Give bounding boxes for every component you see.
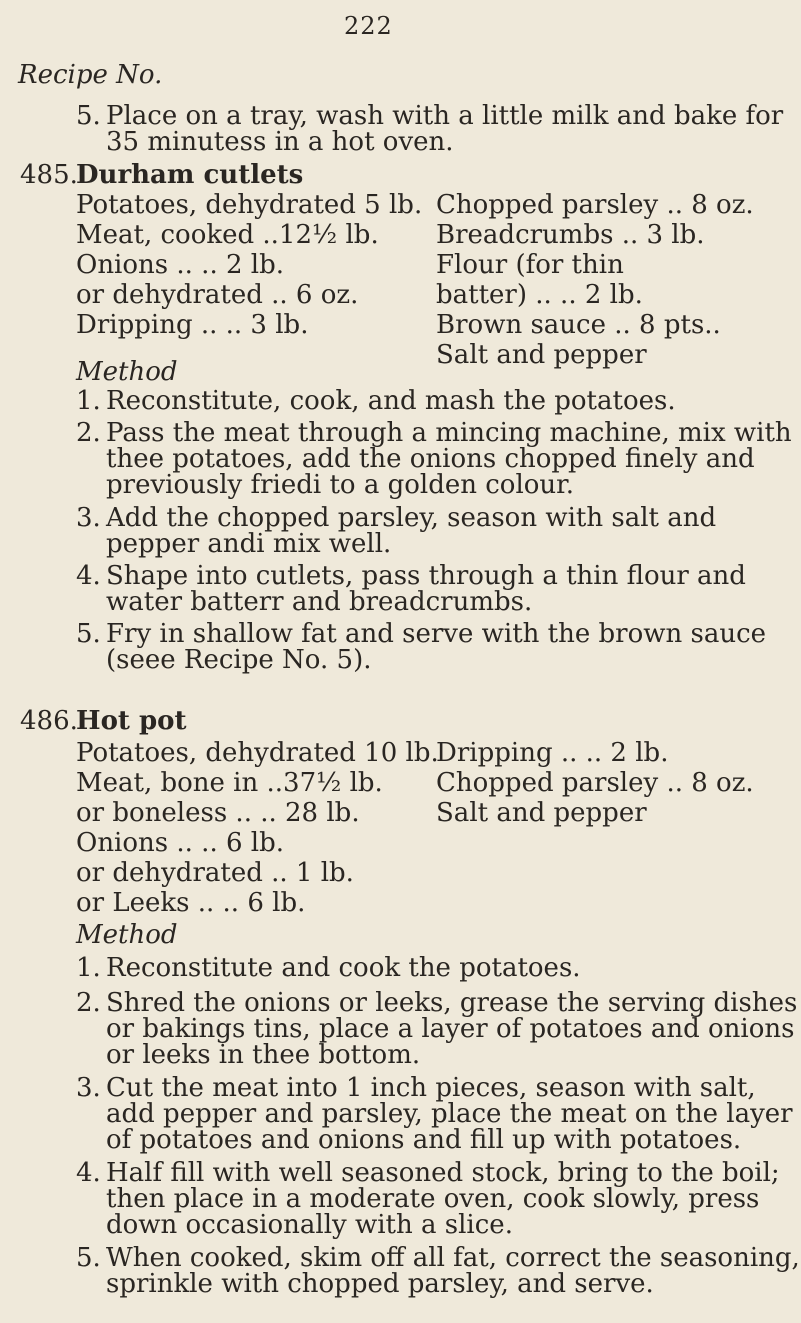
method-step	[76, 1075, 801, 1153]
recipe-title: Durham cutlets	[76, 160, 304, 190]
page-number: 222	[344, 12, 393, 40]
previous-recipe-step	[76, 103, 801, 155]
ingredient-right: Salt and pepper	[436, 340, 647, 370]
step-number: 5.	[76, 619, 101, 649]
method-heading: Method	[76, 357, 178, 387]
step-number: 2.	[76, 988, 101, 1018]
step-text: Shape into cutlets, pass through a thin flour and water batterr and breadcrumbs.	[106, 561, 746, 617]
step-text: Reconstitute, cook, and mash the potatoes.	[106, 386, 676, 416]
step-number: 4.	[76, 1158, 101, 1188]
step-number: 1.	[76, 953, 101, 983]
recipe-number: 486.	[20, 706, 78, 736]
step-number: 4.	[76, 561, 101, 591]
ingredient-right: Dripping .. .. 2 lb.	[436, 738, 669, 768]
method-step	[76, 990, 801, 1068]
method-step	[76, 621, 801, 673]
ingredient-right: Brown sauce .. 8 pts..	[436, 310, 721, 340]
step-text: Pass the meat through a mincing machine, mix with thee potatoes, add the onions chopped finely and previously friedi to a golden colour.	[106, 418, 792, 500]
ingredient-left: Onions .. .. 6 lb.	[76, 828, 284, 858]
step-number: 5.	[76, 101, 101, 131]
ingredient-left: Meat, cooked ..12½ lb.	[76, 220, 379, 250]
step-number: 2.	[76, 418, 101, 448]
method-step	[76, 388, 801, 414]
ingredient-right: Breadcrumbs .. 3 lb.	[436, 220, 705, 250]
ingredient-left: or dehydrated .. 6 oz.	[76, 280, 359, 310]
ingredient-left: or Leeks .. .. 6 lb.	[76, 888, 306, 918]
ingredient-left: Meat, bone in ..37½ lb.	[76, 768, 383, 798]
step-text: Shred the onions or leeks, grease the serving dishes or bakings tins, place a layer of potatoes and onions or leeks in thee bottom.	[106, 988, 798, 1070]
ingredient-left: Potatoes, dehydrated 5 lb.	[76, 190, 423, 220]
step-text: When cooked, skim off all fat, correct the seasoning, sprinkle with chopped parsley, and serve.	[106, 1243, 800, 1299]
ingredient-left: Potatoes, dehydrated 10 lb.	[76, 738, 439, 768]
method-step	[76, 1160, 801, 1238]
step-number: 3.	[76, 1073, 101, 1103]
step-number: 5.	[76, 1243, 101, 1273]
step-text: Fry in shallow fat and serve with the brown sauce (seee Recipe No. 5).	[106, 619, 767, 675]
method-step	[76, 1245, 801, 1297]
step-text: Add the chopped parsley, season with salt and pepper andi mix well.	[106, 503, 717, 559]
recipe-title: Hot pot	[76, 706, 187, 736]
step-text: Place on a tray, wash with a little milk and bake for 35 minutess in a hot oven.	[106, 101, 784, 157]
method-step	[76, 563, 801, 615]
ingredient-right: Salt and pepper	[436, 798, 647, 828]
step-number: 1.	[76, 386, 101, 416]
method-step	[76, 955, 801, 981]
recipe-number: 485.	[20, 160, 78, 190]
method-step	[76, 420, 801, 498]
step-number: 3.	[76, 503, 101, 533]
method-step	[76, 505, 801, 557]
recipe-column-label: Recipe No.	[18, 60, 163, 90]
step-text: Cut the meat into 1 inch pieces, season with salt, add pepper and parsley, place the meat on the layer of potatoes and onions and fill up with potatoes.	[106, 1073, 793, 1155]
ingredient-right: Flour (for thin	[436, 250, 624, 280]
ingredient-right: Chopped parsley .. 8 oz.	[436, 190, 754, 220]
ingredient-right: batter) .. .. 2 lb.	[436, 280, 643, 310]
step-text: Half fill with well seasoned stock, bring to the boil; then place in a moderate oven, cook slowly, press down occasionally with a slice.	[106, 1158, 780, 1240]
ingredient-right: Chopped parsley .. 8 oz.	[436, 768, 754, 798]
ingredient-left: or dehydrated .. 1 lb.	[76, 858, 354, 888]
method-heading: Method	[76, 920, 178, 950]
ingredient-left: Onions .. .. 2 lb.	[76, 250, 284, 280]
ingredient-left: or boneless .. .. 28 lb.	[76, 798, 360, 828]
ingredient-left: Dripping .. .. 3 lb.	[76, 310, 309, 340]
step-text: Reconstitute and cook the potatoes.	[106, 953, 581, 983]
